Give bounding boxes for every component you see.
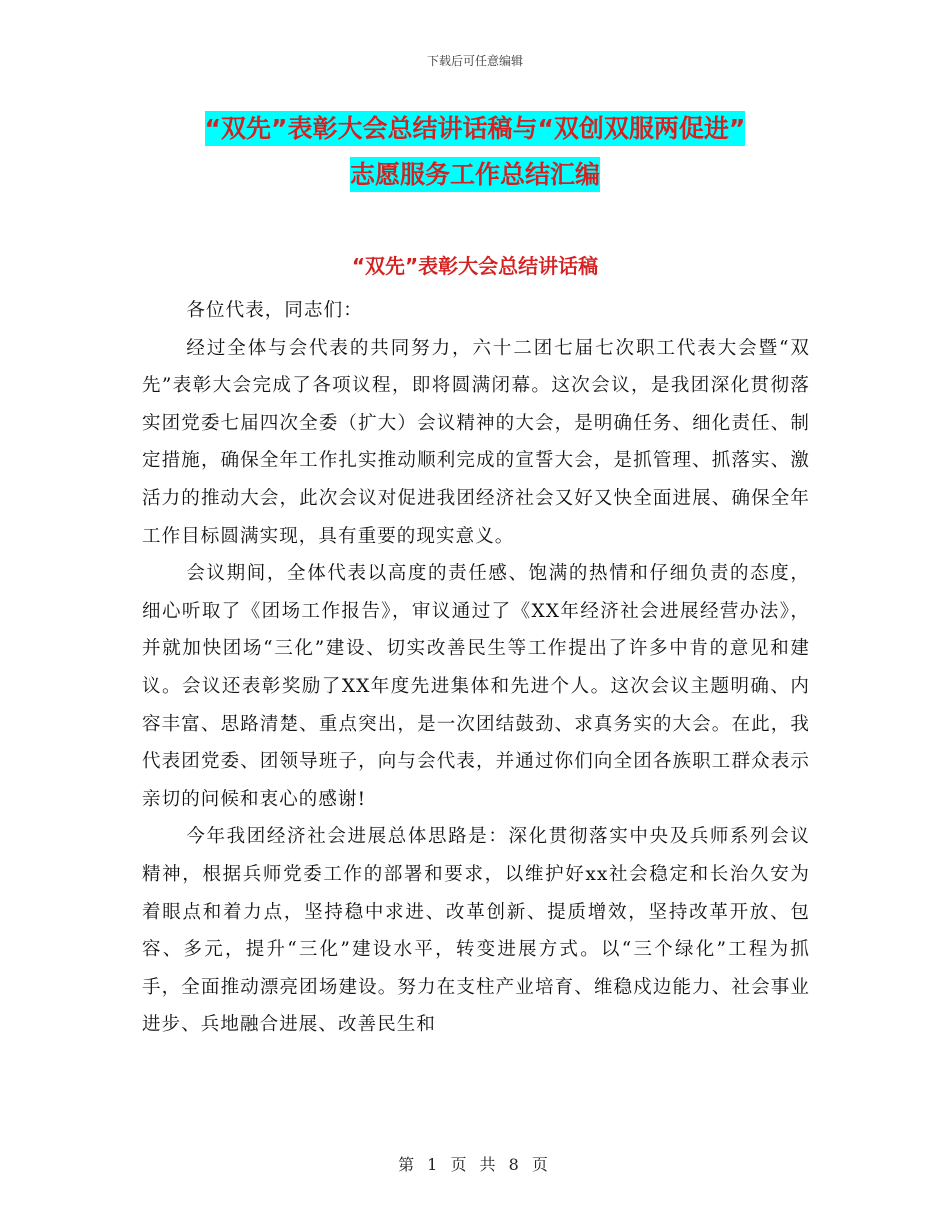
document-title-line-2 [0, 158, 950, 192]
paragraph-1: 经过全体与会代表的共同努力，六十二团七届七次职工代表大会暨“双先”表彰大会完成了各项议程，即将圆满闭幕。这次会议，是我团深化贯彻落实团党委七届四次全委（扩大）会议精神的大会，是明确任务、细化责任、制定措施，确保全年工作扎实推动顺利完成的宣誓大会，是抓管理、抓落实、激活力的推动大会，此次会议对促进我团经济社会又好又快全面进展、确保全年工作目标圆满实现，具有重要的现实意义。 [142, 337, 810, 547]
header-note: 下载后可任意编辑 [426, 54, 523, 68]
paragraph-3: 今年我团经济社会进展总体思路是：深化贯彻落实中央及兵师系列会议精神，根据兵师党委工作的部署和要求，以维护好xx社会稳定和长治久安为着眼点和着力点，坚持稳中求进、改革创新、提质增效，坚持改革开放、包容、多元，提升“三化”建设水平，转变进展方式。以“三个绿化”工程为抓手，全面推动漂亮团场建设。努力在支柱产业培育、维稳戍边能力、社会事业进步、兵地融合进展、改善民生和 [142, 826, 810, 1036]
section-subtitle: “双先”表彰大会总结讲话稿 [351, 254, 599, 278]
paragraph-2: 会议期间，全体代表以高度的责任感、饱满的热情和仔细负责的态度，细心听取了《团场工作报告》，审议通过了《XX年经济社会进展经营办法》，并就加快团场“三化”建设、切实改善民生等工作提出了许多中肯的意见和建议。会议还表彰奖励了XX年度先进集体和先进个人。这次会议主题明确、内容丰富、思路清楚、重点突出，是一次团结鼓劲、求真务实的大会。在此，我代表团党委、团领导班子，向与会代表，并通过你们向全团各族职工群众表示亲切的问候和衷心的感谢! [142, 563, 810, 810]
page-number: 第 1 页 共 8 页 [398, 1155, 552, 1174]
title-highlight-2: 志愿服务工作总结汇编 [350, 157, 600, 192]
document-title-line-1 [0, 112, 950, 146]
title-highlight-1: “双先”表彰大会总结讲话稿与“双创双服两促进” [205, 111, 746, 146]
paragraph-greeting: 各位代表，同志们： [186, 300, 363, 321]
document-body [142, 292, 810, 1044]
